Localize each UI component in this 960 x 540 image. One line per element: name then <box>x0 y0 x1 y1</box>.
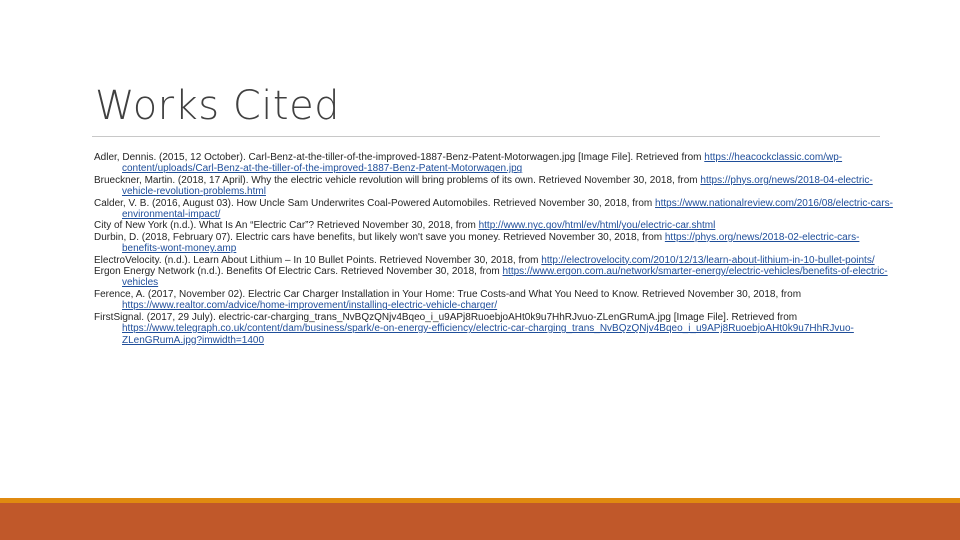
reference-link[interactable]: https://www.nationalreview.com/2016/08/electric-cars-environmental-impact/ <box>122 197 893 221</box>
footer-band <box>0 503 960 540</box>
reference-text: City of New York (n.d.). What Is An “Electric Car”? Retrieved November 30, 2018, from <box>94 220 479 232</box>
reference-text: Durbin, D. (2018, February 07). Electric cars have benefits, but likely won't save you money. Retrieved November 30, 2018, from <box>94 231 665 243</box>
slide-title: Works Cited <box>95 83 341 129</box>
reference-link[interactable]: http://www.nyc.gov/html/ev/html/you/electric-car.shtml <box>478 220 716 232</box>
reference-link[interactable]: http://electrovelocity.com/2010/12/13/learn-about-lithium-in-10-bullet-points/ <box>541 254 875 266</box>
reference-text: Ference, A. (2017, November 02). Electric Car Charger Installation in Your Home: True Costs-and What You Need to Know. Retrieved November 30, 2018, from <box>94 288 802 300</box>
reference-link[interactable]: https://www.telegraph.co.uk/content/dam/business/spark/e-on-energy-efficiency/electric-car-charging_trans_NvBQzQNjv4Bqeo_i_u9APj8RuoebjoAHt0k9u7HhRJvuo-ZLenGRumA.jpg?imwidth=1400 <box>122 323 854 346</box>
reference-link[interactable]: https://phys.org/news/2018-04-electric-vehicle-revolution-problems.html <box>122 174 873 198</box>
reference-text: Calder, V. B. (2016, August 03). How Uncle Sam Underwrites Coal-Powered Automobiles. Retrieved November 30, 2018, from <box>94 197 656 209</box>
reference-item <box>94 198 894 221</box>
reference-link[interactable]: https://www.ergon.com.au/network/smarter-energy/electric-vehicles/benefits-of-electric-vehicles <box>122 266 888 289</box>
reference-item <box>94 152 894 175</box>
reference-text: Brueckner, Martin. (2018, 17 April). Why the electric vehicle revolution will bring problems of its own. Retrieved November 30, 2018, from <box>94 174 701 186</box>
reference-item <box>94 266 894 289</box>
reference-item <box>94 220 894 231</box>
references-list <box>94 152 894 346</box>
reference-link[interactable]: https://www.realtor.com/advice/home-improvement/installing-electric-vehicle-charger/ <box>122 300 498 312</box>
reference-text: FirstSignal. (2017, 29 July). electric-car-charging_trans_NvBQzQNjv4Bqeo_i_u9APj8RuoebjoAHt0k9u7HhRJvuo-ZLenGRumA.jpg [Image File]. Retrieved from <box>94 311 798 323</box>
title-divider <box>92 136 880 137</box>
reference-item <box>94 312 894 346</box>
reference-link[interactable]: https://phys.org/news/2018-02-electric-cars-benefits-wont-money.amp <box>122 231 860 255</box>
reference-link[interactable]: https://heacockclassic.com/wp-content/uploads/Carl-Benz-at-the-tiller-of-the-improved-1887-Benz-Patent-Motorwagen.jpg <box>122 152 843 175</box>
reference-item <box>94 289 894 312</box>
reference-item <box>94 232 894 255</box>
reference-item <box>94 255 894 266</box>
reference-item <box>94 175 894 198</box>
reference-text: ElectroVelocity. (n.d.). Learn About Lithium – In 10 Bullet Points. Retrieved November 30, 2018, from <box>94 254 542 266</box>
reference-text: Adler, Dennis. (2015, 12 October). Carl-Benz-at-the-tiller-of-the-improved-1887-Benz-Patent-Motorwagen.jpg [Image File]. Retrieved from <box>94 152 705 163</box>
reference-text: Ergon Energy Network (n.d.). Benefits Of Electric Cars. Retrieved November 30, 2018, from <box>94 266 503 278</box>
